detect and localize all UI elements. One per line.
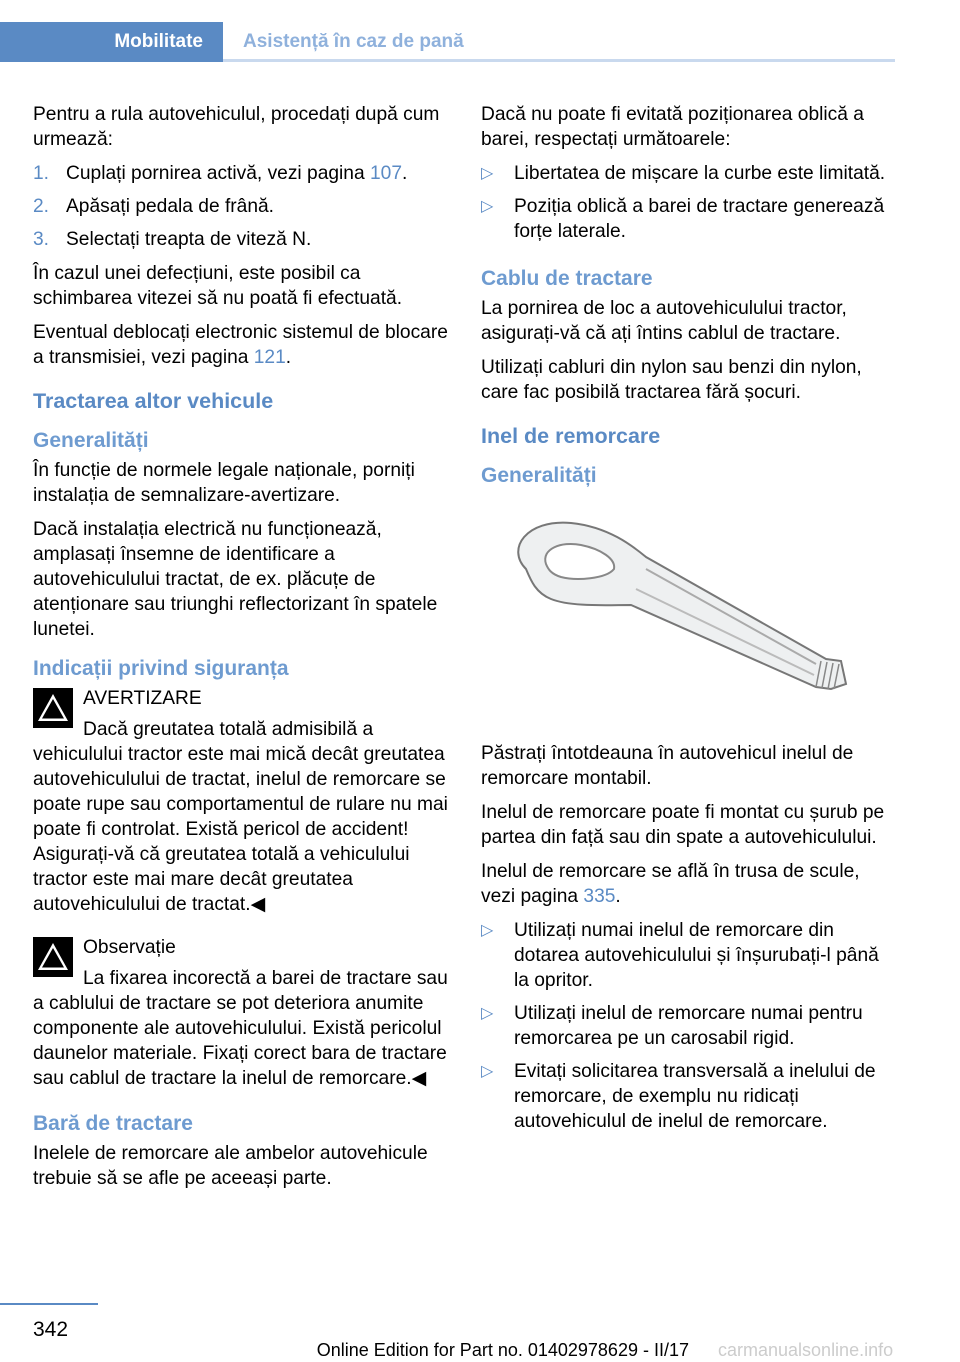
header-tab-mobilitate[interactable]: Mobilitate: [0, 22, 223, 62]
item-text: Evitați solicitarea transversală a inelului de remorcare, de exemplu nu ridicați autovehiculul de inelul de remorcare.: [514, 1061, 876, 1132]
page-link[interactable]: 335: [583, 886, 616, 907]
cable-text-2: Utilizați cabluri din nylon sau benzi din nylon, care fac posibilă tractarea fără șocuri.: [481, 357, 862, 403]
warning-box: [33, 686, 448, 917]
list-item: [481, 161, 899, 186]
left-column: [33, 102, 448, 1200]
page-number: 342: [33, 1318, 69, 1341]
heading-cable: Cablu de tractare: [481, 267, 653, 290]
step-number: 1.: [33, 163, 50, 184]
item-text: Libertatea de mișcare la curbe este limitată.: [514, 163, 886, 184]
triangle-right-icon: ▷: [481, 198, 494, 215]
item-text: Utilizați numai inelul de remorcare din dotarea autovehiculului și înșurubați-l până la opritor.: [514, 920, 879, 991]
list-item: [33, 227, 448, 252]
step-number: 2.: [33, 196, 50, 217]
list-item: [33, 161, 448, 186]
kit-tail: .: [615, 886, 621, 907]
ring-list: [481, 918, 899, 1134]
list-item: [481, 194, 899, 244]
list-item: [33, 194, 448, 219]
kit-body: Inelul de remorcare se află în trusa de scule, vezi pagina: [481, 861, 860, 907]
item-text: Poziția oblică a barei de tractare generează forțe laterale.: [514, 196, 885, 242]
cable-text-1: La pornirea de loc a autovehiculului tractor, asigurați-vă că ați întins cablul de tractare.: [481, 298, 847, 344]
edition-text: Online Edition for Part no. 01402978629 - II/17: [316, 1340, 689, 1360]
heading-general: Generalități: [33, 429, 149, 452]
note-body: La fixarea incorectă a barei de tractare sau a cablului de tractare se pot deteriora anumite componente ale autovehiculului. Există pericolul daunelor materiale. Fixați corect bara de tractare sau cablul de tractare la inelul de remorcare.◀: [33, 968, 448, 1089]
unlock-tail: .: [285, 347, 292, 368]
note-title: Observație: [83, 937, 176, 958]
unlock-text: [33, 320, 448, 370]
heading-bar: Bară de tractare: [33, 1112, 193, 1135]
warning-triangle-icon: [33, 688, 73, 728]
step-text: Apăsați pedala de frână.: [66, 196, 275, 217]
step-text: Cuplați pornirea activă, vezi pagina: [66, 163, 370, 184]
footer-rule: [0, 1303, 98, 1305]
general-text-2: Dacă instalația electrică nu funcționează, amplasați însemne de identificare a autovehiculului tractat, de ex. plăcuțe de atenționare sau triunghi reflectorizant în spatele lunetei.: [33, 519, 438, 640]
defect-text: În cazul unei defecțiuni, este posibil ca schimbarea vitezei să nu poată fi efectuată.: [33, 263, 403, 309]
page-link[interactable]: 107: [369, 163, 402, 184]
triangle-right-icon: ▷: [481, 1063, 494, 1080]
triangle-right-icon: ▷: [481, 165, 494, 182]
note-box: [33, 935, 448, 1091]
intro-text: Pentru a rula autovehiculul, procedați după cum urmează:: [33, 104, 440, 150]
list-item: [481, 918, 899, 993]
general-text-1: În funcție de normele legale naționale, porniți instalația de semnalizare-avertizare.: [33, 460, 415, 506]
warning-title: AVERTIZARE: [83, 688, 202, 709]
watermark-text: carmanualsonline.info: [718, 1340, 894, 1360]
step-tail: .: [402, 163, 408, 184]
oblique-list: [481, 161, 899, 244]
right-column: [481, 102, 899, 1143]
triangle-right-icon: ▷: [481, 1005, 494, 1022]
warning-triangle-icon: [33, 937, 73, 977]
step-text: Selectați treapta de viteză N.: [66, 229, 312, 250]
page-link[interactable]: 121: [253, 347, 286, 368]
kit-text: [481, 859, 899, 909]
heading-safety: Indicații privind siguranța: [33, 657, 289, 680]
oblique-text: Dacă nu poate fi evitată poziționarea oblică a barei, respectați următoarele:: [481, 104, 864, 150]
heading-general-ring: Generalități: [481, 464, 597, 487]
item-text: Utilizați inelul de remorcare numai pentru remorcarea pe un carosabil rigid.: [514, 1003, 863, 1049]
keep-text: Păstrați întotdeauna în autovehicul inelul de remorcare montabil.: [481, 743, 854, 789]
steps-list: [33, 161, 448, 252]
triangle-right-icon: ▷: [481, 922, 494, 939]
header-tab-asistenta[interactable]: Asistență în caz de pană: [223, 22, 895, 62]
list-item: [481, 1001, 899, 1051]
tow-ring-illustration: [496, 509, 896, 719]
bar-text: Inelele de remorcare ale ambelor autovehicule trebuie să se afle pe aceeași parte.: [33, 1143, 428, 1189]
mount-text: Inelul de remorcare poate fi montat cu șurub pe partea din față sau din spate a autovehiculului.: [481, 802, 885, 848]
list-item: [481, 1059, 899, 1134]
heading-ring: Inel de remorcare: [481, 424, 661, 448]
warning-body: Dacă greutatea totală admisibilă a vehiculului tractor este mai mică decât greutatea autovehiculului de tractat, inelul de remorcare se poate rupe sau comportamentul de rulare nu mai poate fi controlat. Există pericol de accident! Asigurați-vă că greutatea totală a vehiculului tractor este mai mare decât greutatea autovehiculului de tractat.◀: [33, 719, 448, 915]
unlock-body: Eventual deblocați electronic sistemul de blocare a transmisiei, vezi pagina: [33, 322, 448, 368]
step-number: 3.: [33, 229, 50, 250]
heading-towing: Tractarea altor vehicule: [33, 389, 274, 413]
